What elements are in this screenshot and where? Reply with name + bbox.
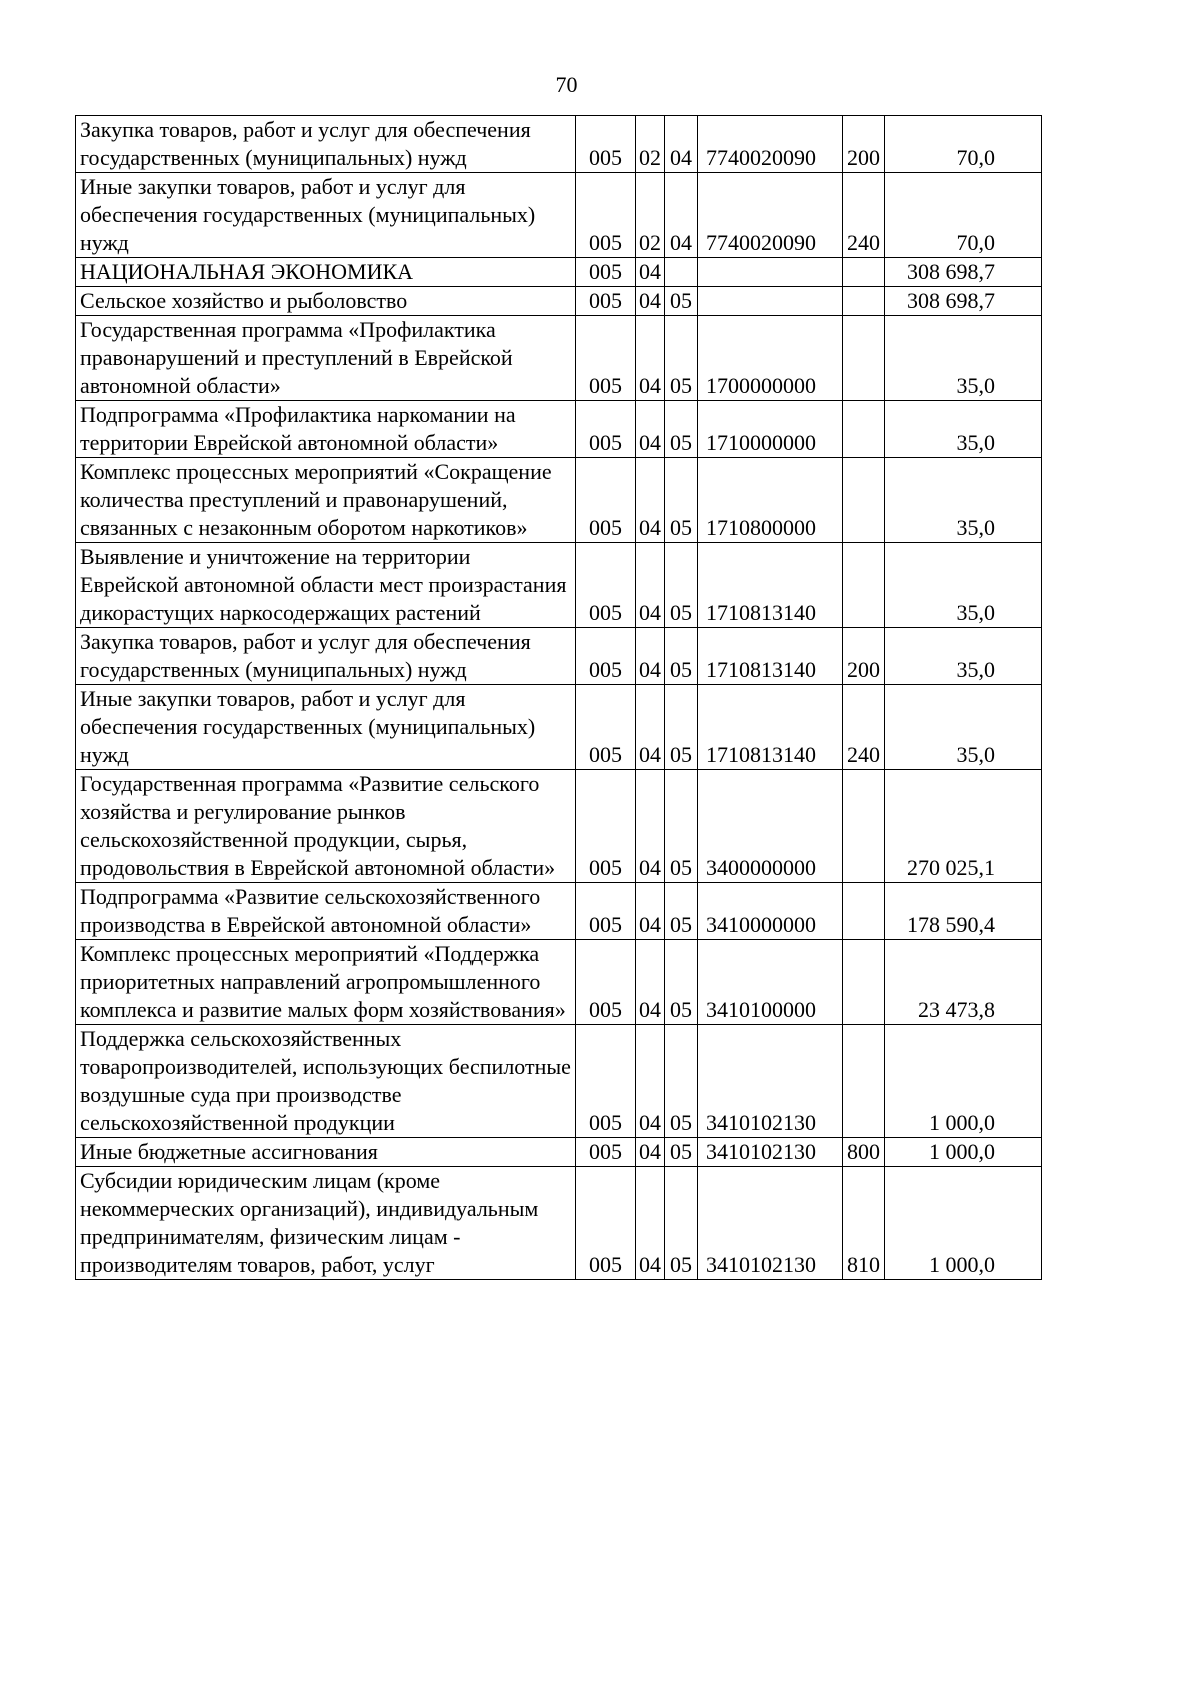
subsection-code-cell: 05 <box>665 628 698 685</box>
table-row <box>76 458 1042 543</box>
row-name-cell: Комплекс процессных мероприятий «Поддержка приоритетных направлений агропромышленного комплекса и развитие малых форм хозяйствования» <box>76 940 576 1025</box>
row-name-cell: Закупка товаров, работ и услуг для обеспечения государственных (муниципальных) нужд <box>76 116 576 173</box>
target-article-cell: 3410102130 <box>698 1138 843 1167</box>
subsection-code-cell: 05 <box>665 401 698 458</box>
section-code-cell: 04 <box>636 1138 665 1167</box>
row-name-cell: Подпрограмма «Развитие сельскохозяйственного производства в Еврейской автономной области» <box>76 883 576 940</box>
row-name-cell: Иные закупки товаров, работ и услуг для обеспечения государственных (муниципальных) нужд <box>76 173 576 258</box>
target-article-cell: 1710813140 <box>698 628 843 685</box>
grbs-code-cell: 005 <box>576 883 636 940</box>
row-name-cell: Государственная программа «Развитие сельского хозяйства и регулирование рынков сельскохозяйственной продукции, сырья, продовольствия в Еврейской автономной области» <box>76 770 576 883</box>
amount-cell: 70,0 <box>885 173 1042 258</box>
amount-cell: 23 473,8 <box>885 940 1042 1025</box>
table-row <box>76 628 1042 685</box>
expense-type-cell: 200 <box>843 116 885 173</box>
section-code-cell: 04 <box>636 458 665 543</box>
grbs-code-cell: 005 <box>576 1025 636 1138</box>
grbs-code-cell: 005 <box>576 940 636 1025</box>
row-name-cell: Выявление и уничтожение на территории Еврейской автономной области мест произрастания дикорастущих наркосодержащих растений <box>76 543 576 628</box>
amount-cell: 35,0 <box>885 316 1042 401</box>
expense-type-cell <box>843 770 885 883</box>
section-code-cell: 04 <box>636 770 665 883</box>
target-article-cell: 1710813140 <box>698 543 843 628</box>
section-code-cell: 02 <box>636 116 665 173</box>
expense-type-cell: 240 <box>843 173 885 258</box>
grbs-code-cell: 005 <box>576 685 636 770</box>
expense-type-cell <box>843 401 885 458</box>
section-code-cell: 04 <box>636 401 665 458</box>
row-name-cell: Поддержка сельскохозяйственных товаропроизводителей, использующих беспилотные воздушные суда при производстве сельскохозяйственной продукции <box>76 1025 576 1138</box>
section-code-cell: 04 <box>636 543 665 628</box>
amount-cell: 308 698,7 <box>885 287 1042 316</box>
table-row <box>76 287 1042 316</box>
table-row <box>76 685 1042 770</box>
target-article-cell: 3410000000 <box>698 883 843 940</box>
section-code-cell: 04 <box>636 685 665 770</box>
expense-type-cell <box>843 940 885 1025</box>
row-name-cell: Подпрограмма «Профилактика наркомании на территории Еврейской автономной области» <box>76 401 576 458</box>
expense-type-cell: 800 <box>843 1138 885 1167</box>
section-code-cell: 04 <box>636 883 665 940</box>
subsection-code-cell: 05 <box>665 1167 698 1280</box>
expense-type-cell <box>843 543 885 628</box>
amount-cell: 1 000,0 <box>885 1138 1042 1167</box>
amount-cell: 70,0 <box>885 116 1042 173</box>
amount-cell: 35,0 <box>885 458 1042 543</box>
subsection-code-cell: 05 <box>665 883 698 940</box>
grbs-code-cell: 005 <box>576 116 636 173</box>
target-article-cell: 3410100000 <box>698 940 843 1025</box>
table-row <box>76 770 1042 883</box>
section-code-cell: 04 <box>636 258 665 287</box>
grbs-code-cell: 005 <box>576 316 636 401</box>
target-article-cell: 3410102130 <box>698 1167 843 1280</box>
table-row <box>76 1167 1042 1280</box>
grbs-code-cell: 005 <box>576 543 636 628</box>
section-code-cell: 04 <box>636 940 665 1025</box>
section-code-cell: 04 <box>636 628 665 685</box>
target-article-cell: 3400000000 <box>698 770 843 883</box>
table-row <box>76 883 1042 940</box>
expense-type-cell <box>843 883 885 940</box>
section-code-cell: 04 <box>636 316 665 401</box>
amount-cell: 1 000,0 <box>885 1025 1042 1138</box>
subsection-code-cell: 05 <box>665 1138 698 1167</box>
amount-cell: 35,0 <box>885 685 1042 770</box>
table-row <box>76 258 1042 287</box>
expense-type-cell <box>843 287 885 316</box>
row-name-cell: Субсидии юридическим лицам (кроме некоммерческих организаций), индивидуальным предпринимателям, физическим лицам - производителям товаров, работ, услуг <box>76 1167 576 1280</box>
section-code-cell: 04 <box>636 1167 665 1280</box>
expense-type-cell <box>843 258 885 287</box>
table-row <box>76 940 1042 1025</box>
grbs-code-cell: 005 <box>576 458 636 543</box>
subsection-code-cell: 05 <box>665 287 698 316</box>
grbs-code-cell: 005 <box>576 401 636 458</box>
table-row <box>76 316 1042 401</box>
row-name-cell: Сельское хозяйство и рыболовство <box>76 287 576 316</box>
target-article-cell: 1710000000 <box>698 401 843 458</box>
row-name-cell: Иные закупки товаров, работ и услуг для обеспечения государственных (муниципальных) нужд <box>76 685 576 770</box>
section-code-cell: 04 <box>636 287 665 316</box>
expense-type-cell <box>843 316 885 401</box>
page-number: 70 <box>555 72 578 97</box>
section-code-cell: 04 <box>636 1025 665 1138</box>
table-row <box>76 1138 1042 1167</box>
table-row <box>76 543 1042 628</box>
grbs-code-cell: 005 <box>576 287 636 316</box>
amount-cell: 270 025,1 <box>885 770 1042 883</box>
row-name-cell: НАЦИОНАЛЬНАЯ ЭКОНОМИКА <box>76 258 576 287</box>
table-row <box>76 173 1042 258</box>
amount-cell: 35,0 <box>885 401 1042 458</box>
expense-type-cell: 200 <box>843 628 885 685</box>
amount-cell: 178 590,4 <box>885 883 1042 940</box>
expense-type-cell: 240 <box>843 685 885 770</box>
amount-cell: 35,0 <box>885 543 1042 628</box>
amount-cell: 1 000,0 <box>885 1167 1042 1280</box>
expense-type-cell <box>843 1025 885 1138</box>
target-article-cell: 7740020090 <box>698 116 843 173</box>
target-article-cell <box>698 287 843 316</box>
grbs-code-cell: 005 <box>576 628 636 685</box>
subsection-code-cell: 05 <box>665 458 698 543</box>
table-row <box>76 1025 1042 1138</box>
row-name-cell: Иные бюджетные ассигнования <box>76 1138 576 1167</box>
target-article-cell: 7740020090 <box>698 173 843 258</box>
row-name-cell: Государственная программа «Профилактика правонарушений и преступлений в Еврейской автономной области» <box>76 316 576 401</box>
target-article-cell: 1710800000 <box>698 458 843 543</box>
grbs-code-cell: 005 <box>576 770 636 883</box>
subsection-code-cell: 05 <box>665 316 698 401</box>
expense-type-cell: 810 <box>843 1167 885 1280</box>
table-body <box>76 116 1042 1280</box>
amount-cell: 35,0 <box>885 628 1042 685</box>
subsection-code-cell: 05 <box>665 940 698 1025</box>
subsection-code-cell: 05 <box>665 543 698 628</box>
target-article-cell: 1710813140 <box>698 685 843 770</box>
section-code-cell: 02 <box>636 173 665 258</box>
expense-type-cell <box>843 458 885 543</box>
target-article-cell: 3410102130 <box>698 1025 843 1138</box>
subsection-code-cell: 04 <box>665 116 698 173</box>
table-row <box>76 116 1042 173</box>
subsection-code-cell: 05 <box>665 1025 698 1138</box>
budget-table <box>75 115 1042 1280</box>
grbs-code-cell: 005 <box>576 1167 636 1280</box>
target-article-cell <box>698 258 843 287</box>
grbs-code-cell: 005 <box>576 1138 636 1167</box>
subsection-code-cell: 05 <box>665 770 698 883</box>
target-article-cell: 1700000000 <box>698 316 843 401</box>
amount-cell: 308 698,7 <box>885 258 1042 287</box>
row-name-cell: Комплекс процессных мероприятий «Сокращение количества преступлений и правонарушений, связанных с незаконным оборотом наркотиков» <box>76 458 576 543</box>
grbs-code-cell: 005 <box>576 258 636 287</box>
subsection-code-cell: 05 <box>665 685 698 770</box>
subsection-code-cell: 04 <box>665 173 698 258</box>
row-name-cell: Закупка товаров, работ и услуг для обеспечения государственных (муниципальных) нужд <box>76 628 576 685</box>
subsection-code-cell <box>665 258 698 287</box>
table-row <box>76 401 1042 458</box>
grbs-code-cell: 005 <box>576 173 636 258</box>
